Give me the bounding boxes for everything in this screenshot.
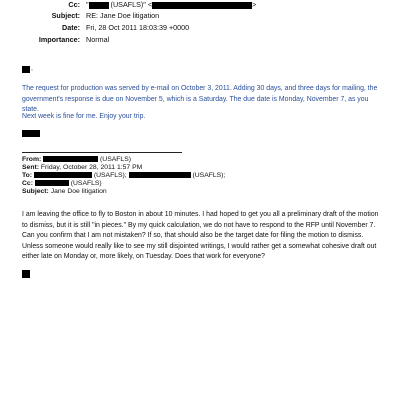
- forward-from-row: [22, 156, 131, 164]
- forward-from-label: From:: [22, 156, 42, 163]
- reply-paragraph-1: The request for production was served by e-mail on October 3, 2011. Adding 30 days, and three days for mailing, the government's response is due on November 5, which is a Saturday. The due date is Monday, November 7, as you state.: [22, 85, 378, 114]
- importance-label: Importance:: [38, 35, 80, 44]
- subject-label: Subject:: [51, 11, 80, 20]
- date-label: Date:: [62, 23, 80, 32]
- message-separator: [22, 152, 182, 153]
- forward-subject-value: Jane Doe litigation: [48, 188, 107, 195]
- forward-to-label: To:: [22, 172, 33, 179]
- importance-value: Normal: [86, 35, 110, 44]
- forward-to-value-1: (USAFLS);: [91, 172, 129, 179]
- forward-sent-label: Sent:: [22, 164, 39, 171]
- redaction-box: [35, 180, 69, 186]
- subject-value: RE: Jane Doe litigation: [86, 11, 160, 20]
- forward-cc-label: Cc:: [22, 180, 33, 187]
- redaction-box: [34, 172, 92, 178]
- redaction-box: [89, 2, 109, 9]
- cc-quote-open: ": [86, 0, 89, 9]
- forward-cc-row: [22, 180, 102, 188]
- redaction-box: [129, 172, 191, 178]
- redaction-box: [152, 2, 252, 9]
- forward-to-value-2: (USAFLS);: [190, 172, 226, 179]
- cc-label: Cc:: [68, 0, 80, 9]
- cc-quote-close: >: [252, 0, 257, 9]
- forward-subject-row: [22, 188, 107, 196]
- forward-sent-value: Friday, October 28, 2011 1:57 PM: [39, 164, 143, 171]
- cc-value-middle: (USAFLS)" <: [108, 0, 153, 9]
- original-message-body: I am leaving the office to fly to Boston in about 10 minutes. I had hoped to get you all a preliminary draft of the motion to dismiss, but it is still "in pieces." By my quick calculation, we do not have to respond to the RFP until November 7. Can you confirm that I am not mistaken? If so, that should also be the target date for filing the motion to dismiss. Unless someone would really like to see my still disjointed writings, I would rather get a somewhat cohesive draft out either late on Monday or, more likely, on Tuesday. Does that work for everyone?: [22, 211, 379, 261]
- forward-to-row: [22, 172, 225, 180]
- forward-sent-row: [22, 164, 142, 172]
- cc-value: [86, 0, 256, 9]
- redacted-signature: [22, 130, 40, 137]
- redacted-signature-block: [22, 270, 30, 278]
- date-value: Fri, 28 Oct 2011 18:03:39 +0000: [86, 23, 190, 32]
- redacted-salutation: [22, 66, 30, 73]
- redaction-box: [43, 156, 98, 162]
- forward-subject-label: Subject:: [22, 188, 49, 195]
- reply-paragraph-2: Next week is fine for me. Enjoy your trip.: [22, 113, 146, 120]
- forward-cc-value: (USAFLS): [68, 180, 102, 187]
- salutation-comma: ,: [31, 65, 33, 72]
- forward-from-value: (USAFLS): [98, 156, 132, 163]
